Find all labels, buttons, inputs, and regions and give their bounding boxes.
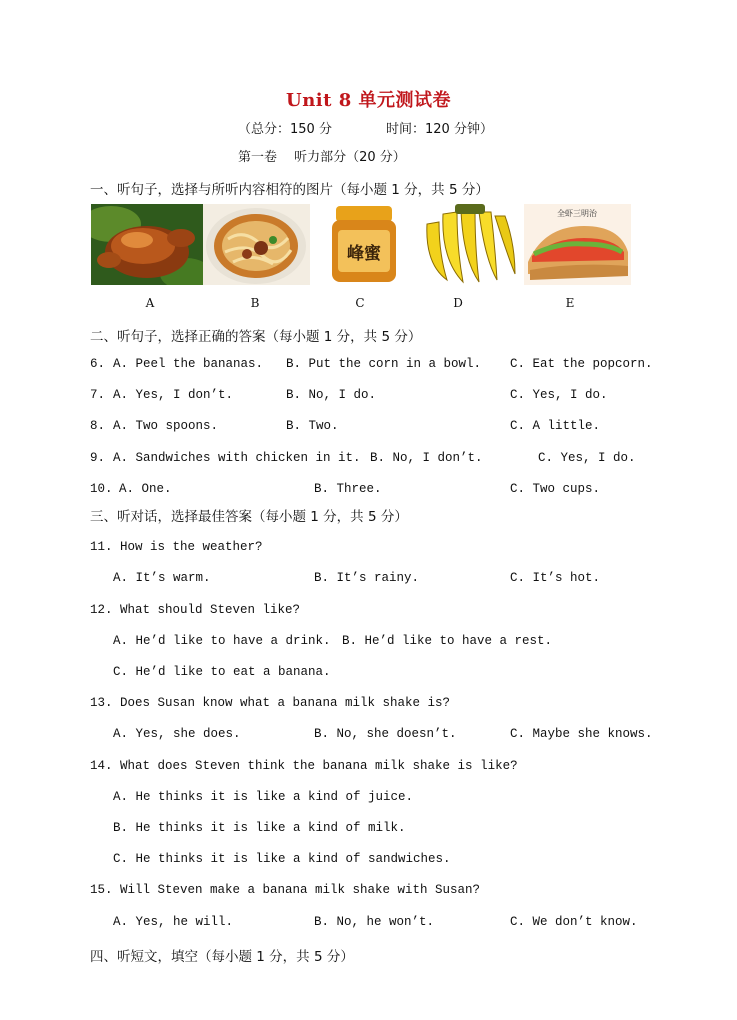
q12-stem: 12. What should Steven like? <box>90 603 301 617</box>
page-title: Unit 8 单元测试卷 <box>286 90 451 111</box>
part4-heading: 四、听短文，填空（每小题 1 分，共 5 分） <box>90 949 354 965</box>
q8-option-b: B. Two. <box>286 419 339 433</box>
q11-option-b: B. It’s rainy. <box>314 571 420 585</box>
q6-option-a: A. Peel the bananas. <box>113 357 264 371</box>
sandwich-image <box>524 204 631 285</box>
q10-option-a: A. One. <box>119 482 172 496</box>
q11-stem: 11. How is the weather? <box>90 540 263 554</box>
q14-option-a: A. He thinks it is like a kind of juice. <box>113 790 414 804</box>
q13-stem: 13. Does Susan know what a banana milk shake is? <box>90 696 451 710</box>
q6-option-c: C. Eat the popcorn. <box>510 357 653 371</box>
q6-option-b: B. Put the corn in a bowl. <box>286 357 482 371</box>
q8-option-a: A. Two spoons. <box>113 419 219 433</box>
q13-option-b: B. No, she doesn’t. <box>314 727 457 741</box>
honey-jar-image <box>310 204 417 285</box>
part1-heading: 一、听句子，选择与所听内容相符的图片（每小题 1 分，共 5 分） <box>90 182 489 198</box>
q15-option-b: B. No, he won’t. <box>314 915 435 929</box>
q12-option-b: B. He’d like to have a rest. <box>342 634 553 648</box>
q12-option-c: C. He’d like to eat a banana. <box>113 665 331 679</box>
q10-number: 10. <box>90 482 113 496</box>
volume-heading: 第一卷 听力部分（20 分） <box>238 150 406 165</box>
q14-option-c: C. He thinks it is like a kind of sandwiches. <box>113 852 451 866</box>
q7-option-a: A. Yes, I don’t. <box>113 388 234 402</box>
part2-heading: 二、听句子，选择正确的答案（每小题 1 分，共 5 分） <box>90 329 422 345</box>
q9-number: 9. <box>90 451 106 465</box>
q14-stem: 14. What does Steven think the banana milk shake is like? <box>90 759 518 773</box>
q9-option-c: C. Yes, I do. <box>538 451 636 465</box>
q8-number: 8. <box>90 419 106 433</box>
image-label-b: B <box>250 296 260 310</box>
q7-number: 7. <box>90 388 106 402</box>
image-label-d: D <box>453 296 463 310</box>
q15-option-c: C. We don’t know. <box>510 915 638 929</box>
roast-chicken-image <box>91 204 203 285</box>
q11-option-c: C. It’s hot. <box>510 571 601 585</box>
q9-option-b: B. No, I don’t. <box>370 451 483 465</box>
q6-number: 6. <box>90 357 106 371</box>
image-label-a: A <box>145 296 155 310</box>
q15-option-a: A. Yes, he will. <box>113 915 234 929</box>
q13-option-c: C. Maybe she knows. <box>510 727 653 741</box>
q15-stem: 15. Will Steven make a banana milk shake with Susan? <box>90 883 481 897</box>
image-label-c: C <box>355 296 365 310</box>
image-label-e: E <box>565 296 575 310</box>
noodles-image <box>203 204 310 285</box>
total-score: （总分：150 分 <box>238 122 332 137</box>
q14-option-b: B. He thinks it is like a kind of milk. <box>113 821 406 835</box>
q7-option-c: C. Yes, I do. <box>510 388 608 402</box>
sandwich-caption: 全虾三明治 <box>557 209 597 218</box>
q9-option-a: A. Sandwiches with chicken in it. <box>113 451 361 465</box>
q12-option-a: A. He’d like to have a drink. <box>113 634 331 648</box>
q10-option-c: C. Two cups. <box>510 482 601 496</box>
q8-option-c: C. A little. <box>510 419 601 433</box>
bananas-image <box>417 204 524 285</box>
q11-option-a: A. It’s warm. <box>113 571 211 585</box>
q13-option-a: A. Yes, she does. <box>113 727 241 741</box>
exam-time: 时间：120 分钟） <box>386 122 493 137</box>
q7-option-b: B. No, I do. <box>286 388 377 402</box>
part3-heading: 三、听对话，选择最佳答案（每小题 1 分，共 5 分） <box>90 509 408 525</box>
jar-label-text: 峰蜜 <box>347 244 381 264</box>
q10-option-b: B. Three. <box>314 482 382 496</box>
